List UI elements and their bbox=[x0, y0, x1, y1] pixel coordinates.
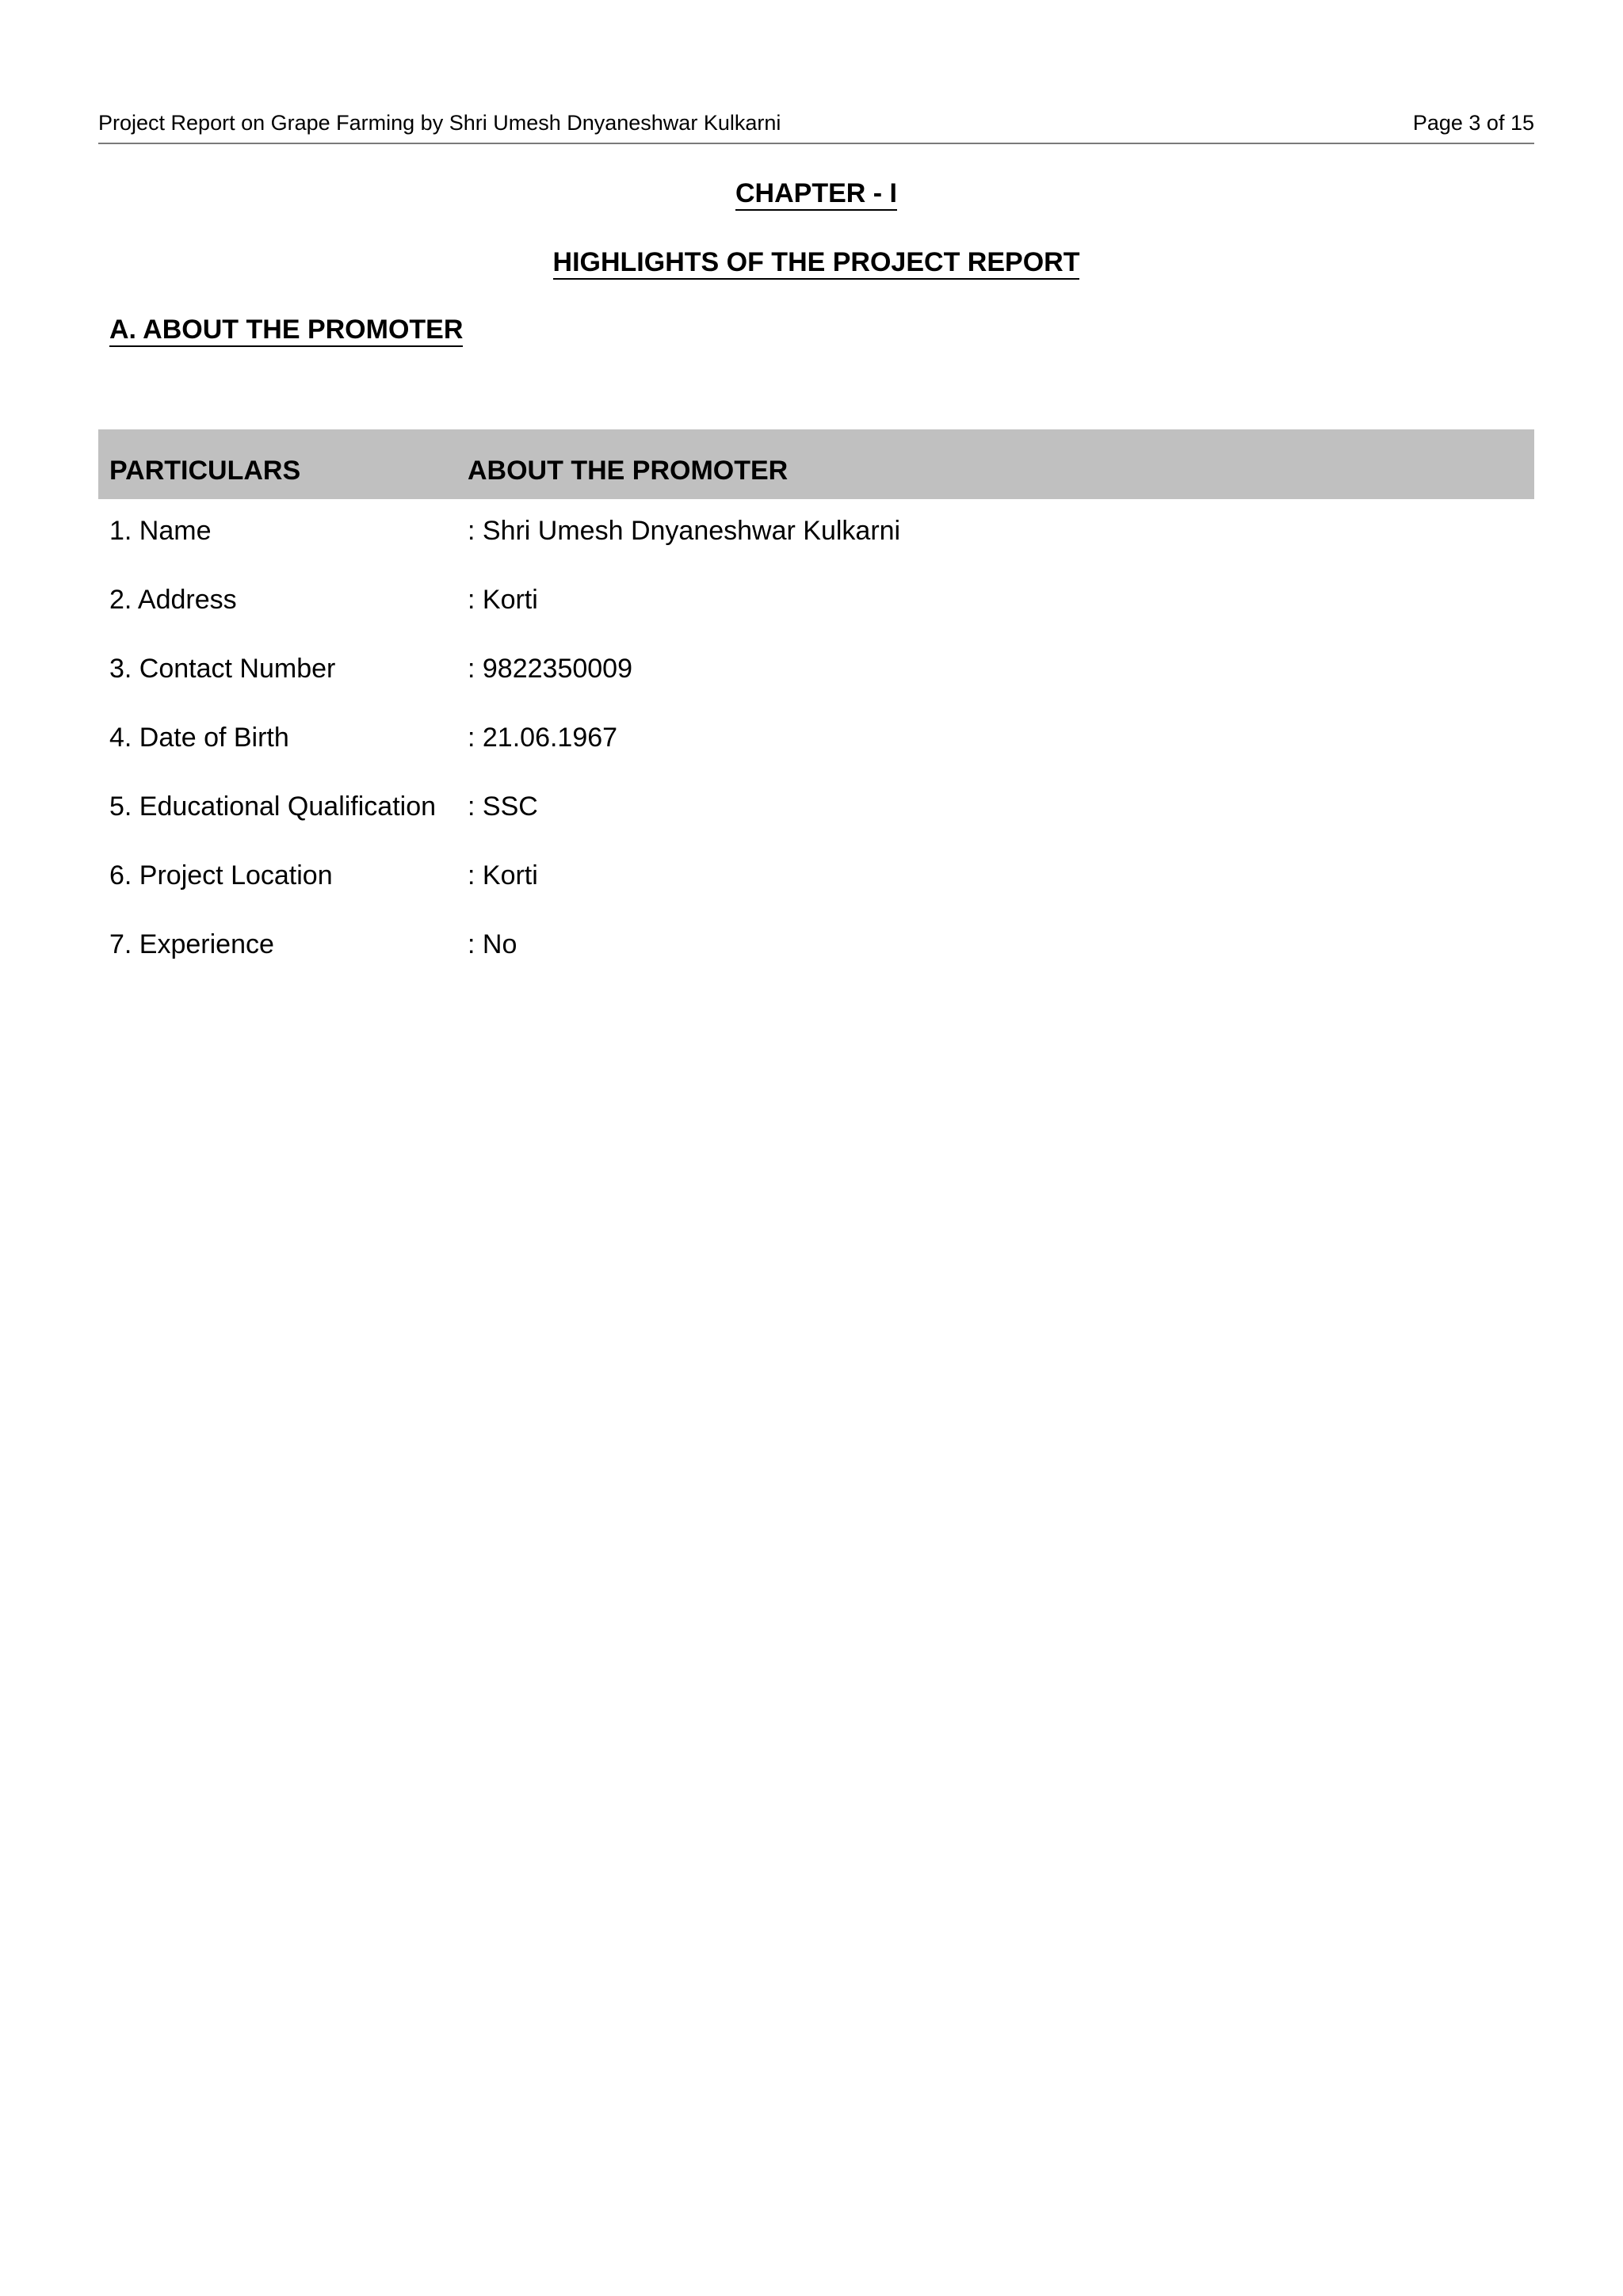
chapter-title: CHAPTER - I bbox=[735, 177, 897, 211]
row-label: 5. Educational Qualification bbox=[109, 791, 437, 822]
column-header-about: ABOUT THE PROMOTER bbox=[468, 456, 789, 486]
page-header bbox=[98, 108, 1534, 144]
table-row bbox=[98, 775, 1534, 844]
chapter-heading bbox=[98, 176, 1534, 211]
row-label: 6. Project Location bbox=[109, 860, 333, 891]
row-value: : Shri Umesh Dnyaneshwar Kulkarni bbox=[468, 516, 901, 546]
row-value: : SSC bbox=[468, 791, 538, 822]
highlights-title: HIGHLIGHTS OF THE PROJECT REPORT bbox=[553, 246, 1080, 280]
table-row bbox=[98, 499, 1534, 568]
row-value: : No bbox=[468, 929, 517, 959]
promoter-table bbox=[98, 429, 1534, 982]
column-header-particulars: PARTICULARS bbox=[109, 456, 301, 486]
row-label: 7. Experience bbox=[109, 929, 274, 959]
table-row bbox=[98, 568, 1534, 637]
row-value: : 21.06.1967 bbox=[468, 723, 618, 753]
table-row bbox=[98, 844, 1534, 913]
row-label: 3. Contact Number bbox=[109, 654, 336, 684]
table-row bbox=[98, 913, 1534, 982]
table-header-row bbox=[98, 429, 1534, 499]
highlights-heading bbox=[98, 245, 1534, 280]
row-label: 1. Name bbox=[109, 516, 212, 546]
table-row bbox=[98, 706, 1534, 775]
table-row bbox=[98, 637, 1534, 706]
row-value: : 9822350009 bbox=[468, 654, 632, 684]
header-title: Project Report on Grape Farming by Shri Umesh Dnyaneshwar Kulkarni bbox=[98, 111, 781, 135]
section-heading: A. ABOUT THE PROMOTER bbox=[109, 314, 463, 347]
row-value: : Korti bbox=[468, 585, 538, 615]
page-number: Page 3 of 15 bbox=[1412, 111, 1534, 135]
row-label: 2. Address bbox=[109, 585, 237, 615]
row-value: : Korti bbox=[468, 860, 538, 891]
row-label: 4. Date of Birth bbox=[109, 723, 289, 753]
